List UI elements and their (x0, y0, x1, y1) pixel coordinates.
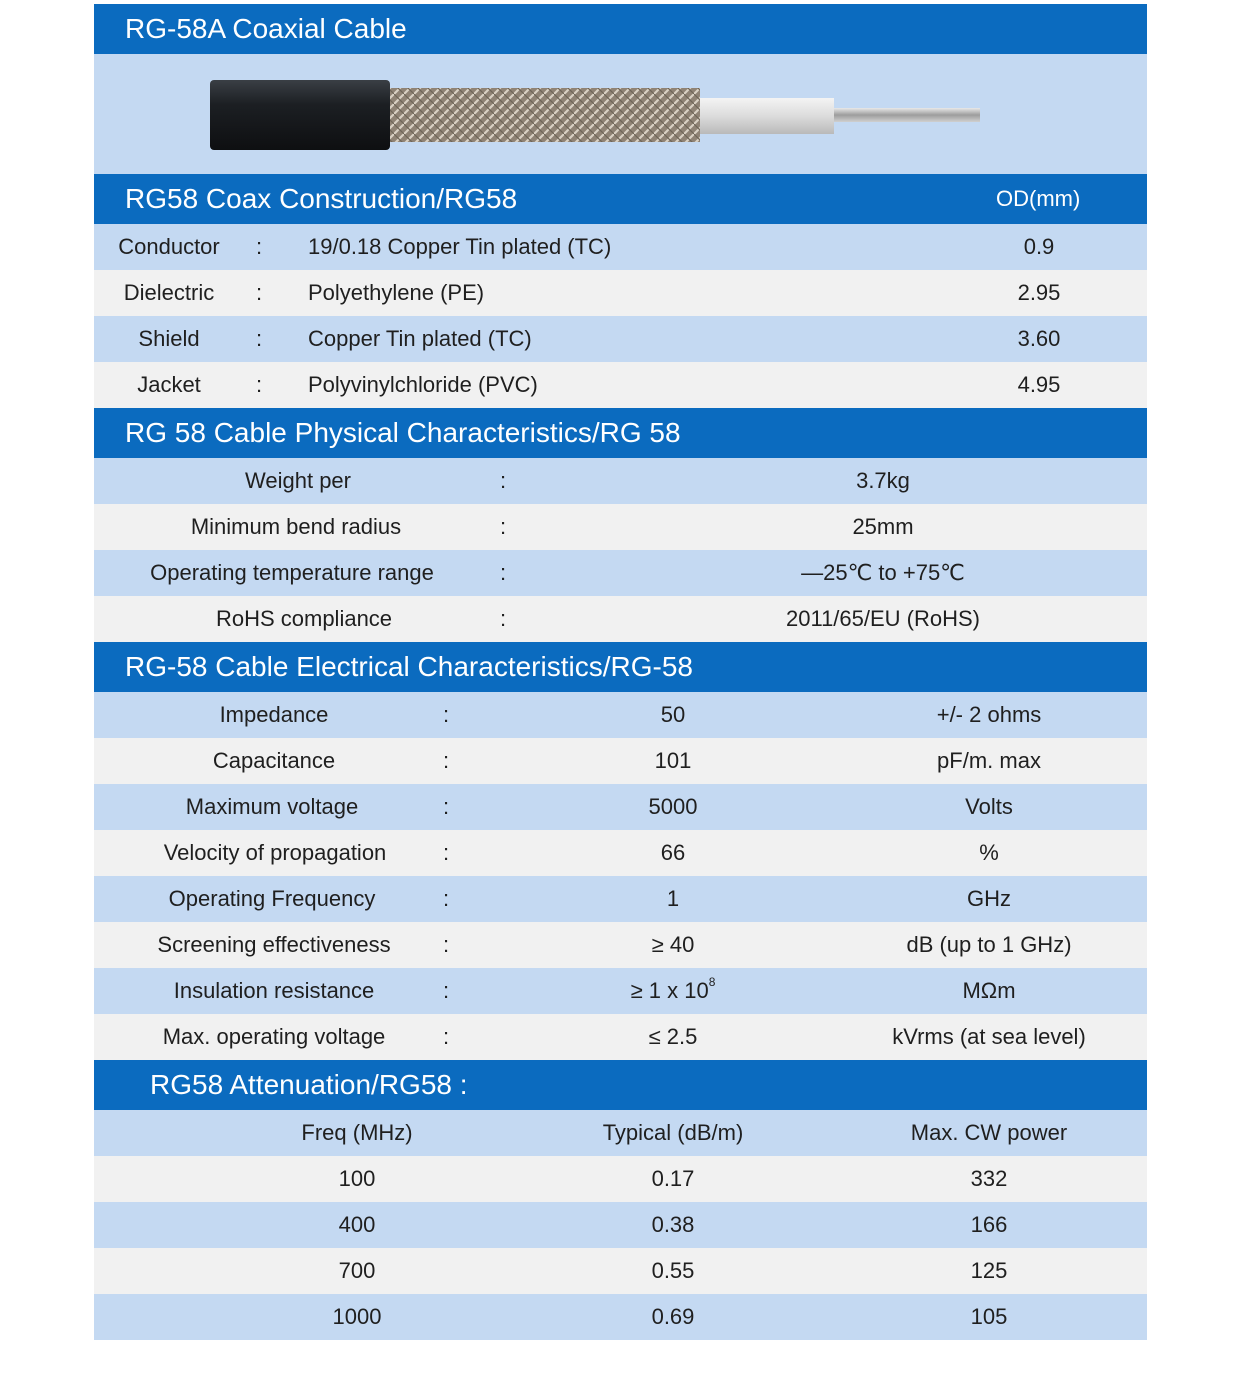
construction-heading: RG58 Coax Construction/RG58 (125, 183, 518, 214)
property-value: 2011/65/EU (RoHS) (785, 606, 981, 631)
max-power-cell: 105 (970, 1304, 1008, 1329)
electrical-row (94, 738, 1147, 784)
column-header-freq: Freq (MHz) (301, 1120, 413, 1145)
separator: : (442, 702, 450, 727)
property-name: Max. operating voltage (162, 1024, 386, 1049)
property-name: Insulation resistance (173, 978, 375, 1003)
electrical-row (94, 784, 1147, 830)
property-value: 66 (660, 840, 686, 865)
property-value: ≥ 40 (651, 932, 695, 957)
construction-row (94, 270, 1147, 316)
max-power-cell: 166 (970, 1212, 1008, 1237)
property-value: 101 (654, 748, 692, 773)
page-title: RG-58A Coaxial Cable (125, 13, 407, 44)
separator: : (442, 794, 450, 819)
freq-cell: 100 (338, 1166, 376, 1191)
freq-cell: 400 (338, 1212, 376, 1237)
layer-od: 3.60 (1017, 326, 1061, 351)
property-unit: pF/m. max (937, 748, 1041, 773)
physical-header (94, 408, 1147, 458)
electrical-row (94, 1014, 1147, 1060)
jacket-layer (210, 80, 390, 150)
value-exponent: 8 (708, 975, 716, 989)
separator: : (499, 560, 507, 585)
separator: : (499, 606, 507, 631)
layer-od: 0.9 (1023, 234, 1055, 259)
spec-sheet (94, 4, 1147, 1340)
layer-material: 19/0.18 Copper Tin plated (TC) (308, 234, 612, 259)
layer-material: Copper Tin plated (TC) (308, 326, 532, 351)
electrical-row (94, 922, 1147, 968)
freq-cell: 700 (338, 1258, 376, 1283)
property-unit: % (979, 840, 999, 865)
property-name: RoHS compliance (215, 606, 393, 631)
separator: : (442, 886, 450, 911)
separator: : (255, 372, 263, 397)
dielectric-layer (700, 98, 834, 134)
layer-material: Polyvinylchloride (PVC) (308, 372, 538, 397)
property-name: Operating Frequency (168, 886, 376, 911)
electrical-row (94, 692, 1147, 738)
property-value: —25℃ to +75℃ (801, 560, 965, 585)
property-name: Velocity of propagation (163, 840, 387, 865)
electrical-row (94, 876, 1147, 922)
physical-heading: RG 58 Cable Physical Characteristics/RG 58 (125, 417, 681, 448)
attenuation-row (94, 1156, 1147, 1202)
separator: : (255, 326, 263, 351)
attenuation-heading: RG58 Attenuation/RG58 : (150, 1069, 468, 1100)
property-unit: kVrms (at sea level) (892, 1024, 1086, 1049)
property-value: 3.7kg (856, 468, 910, 493)
property-value: ≤ 2.5 (648, 1024, 698, 1049)
separator: : (442, 978, 450, 1003)
electrical-heading: RG-58 Cable Electrical Characteristics/RG-58 (125, 651, 693, 682)
electrical-row (94, 968, 1147, 1014)
braided-shield (390, 88, 700, 142)
separator: : (442, 932, 450, 957)
property-unit: dB (up to 1 GHz) (906, 932, 1072, 957)
physical-row (94, 550, 1147, 596)
title-bar (94, 4, 1147, 54)
construction-row (94, 362, 1147, 408)
attenuation-row (94, 1202, 1147, 1248)
value-base: ≥ 1 x 10 (630, 978, 709, 1003)
attenuation-column-headers (94, 1110, 1147, 1156)
construction-row (94, 224, 1147, 270)
layer-od: 2.95 (1017, 280, 1061, 305)
separator: : (442, 840, 450, 865)
typical-cell: 0.17 (651, 1166, 695, 1191)
construction-row (94, 316, 1147, 362)
layer-name: Conductor (118, 234, 220, 259)
property-name: Maximum voltage (185, 794, 359, 819)
property-name: Screening effectiveness (157, 932, 391, 957)
coax-cable-illustration (94, 54, 1147, 174)
property-unit: GHz (967, 886, 1011, 911)
property-value (631, 968, 716, 1014)
typical-cell: 0.55 (651, 1258, 695, 1283)
layer-name: Shield (138, 326, 200, 351)
layer-material: Polyethylene (PE) (308, 280, 485, 305)
attenuation-row (94, 1248, 1147, 1294)
cable-photo (94, 54, 1147, 174)
property-name: Weight per (245, 468, 351, 493)
property-unit: MΩm (962, 978, 1016, 1003)
od-column-heading: OD(mm) (996, 186, 1081, 211)
freq-cell: 1000 (332, 1304, 382, 1329)
property-unit: Volts (965, 794, 1013, 819)
layer-name: Dielectric (123, 280, 215, 305)
property-unit: +/- 2 ohms (936, 702, 1042, 727)
property-value: 50 (660, 702, 686, 727)
column-header-typical: Typical (dB/m) (602, 1120, 744, 1145)
conductor-strands (834, 108, 980, 122)
property-name: Minimum bend radius (190, 514, 402, 539)
construction-header (94, 174, 1147, 224)
property-value: 25mm (852, 514, 914, 539)
separator: : (499, 514, 507, 539)
property-name: Impedance (219, 702, 329, 727)
electrical-row (94, 830, 1147, 876)
separator: : (442, 1024, 450, 1049)
attenuation-header (94, 1060, 1147, 1110)
separator: : (255, 280, 263, 305)
max-power-cell: 332 (970, 1166, 1008, 1191)
typical-cell: 0.38 (651, 1212, 695, 1237)
property-name: Capacitance (212, 748, 336, 773)
layer-name: Jacket (137, 372, 201, 397)
max-power-cell: 125 (970, 1258, 1008, 1283)
property-name: Operating temperature range (150, 560, 434, 585)
typical-cell: 0.69 (651, 1304, 695, 1329)
physical-row (94, 458, 1147, 504)
physical-row (94, 596, 1147, 642)
property-value: 1 (666, 886, 680, 911)
separator: : (442, 748, 450, 773)
separator: : (499, 468, 507, 493)
property-value: 5000 (648, 794, 698, 819)
column-header-max-power: Max. CW power (910, 1120, 1068, 1145)
layer-od: 4.95 (1017, 372, 1061, 397)
attenuation-row (94, 1294, 1147, 1340)
separator: : (255, 234, 263, 259)
physical-row (94, 504, 1147, 550)
electrical-header (94, 642, 1147, 692)
